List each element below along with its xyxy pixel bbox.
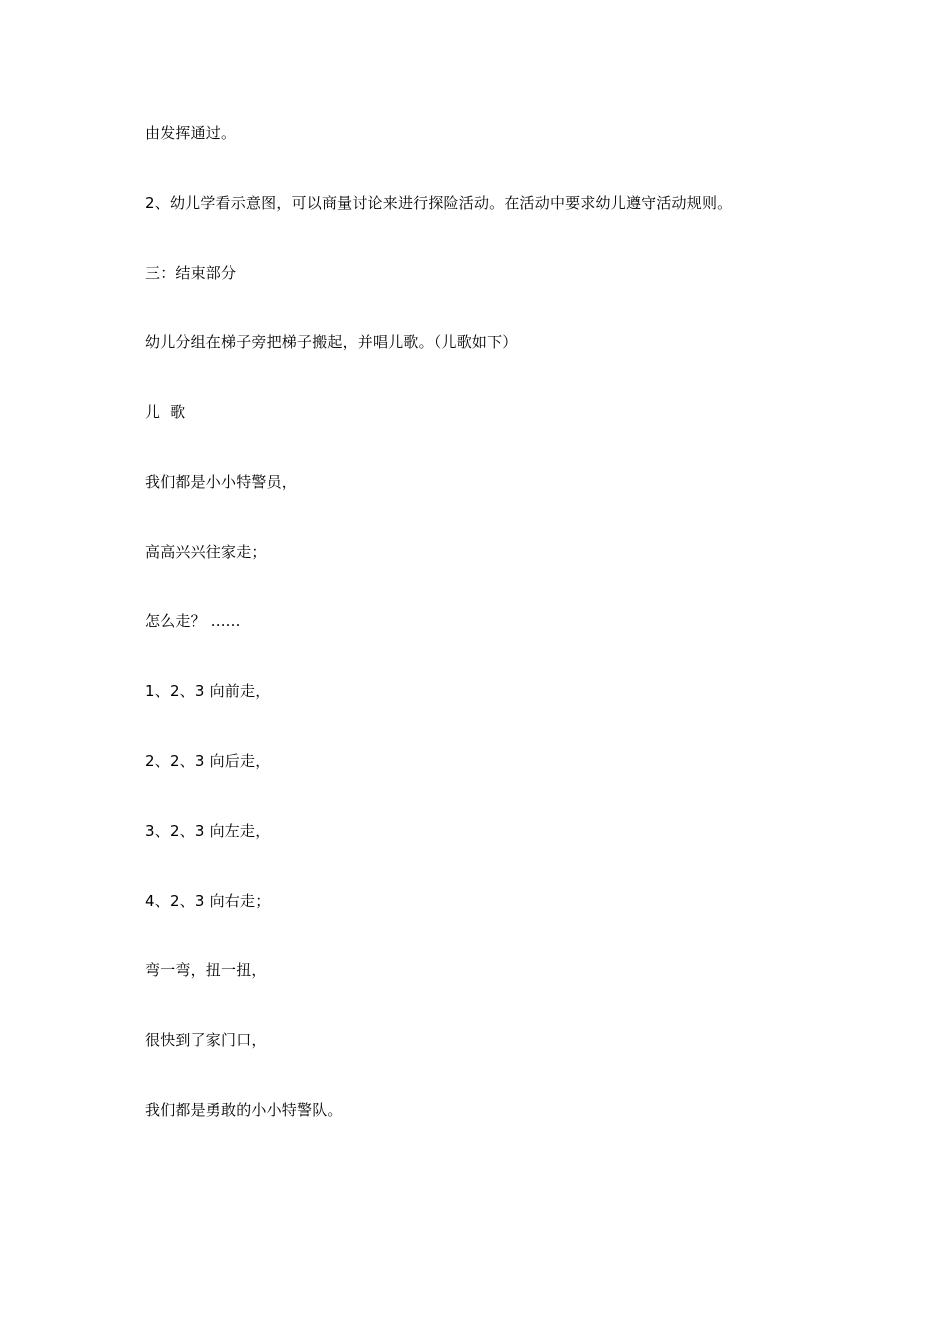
song-line-9: 很快到了家门口，: [145, 1031, 267, 1049]
paragraph-step-2: 2、幼儿学看示意图，可以商量讨论来进行探险活动。在活动中要求幼儿遵守活动规则。: [145, 194, 733, 212]
song-line-4: 1、2、3 向前走，: [145, 682, 271, 700]
song-line-8: 弯一弯，扭一扭，: [145, 961, 267, 979]
paragraph-continuation: 由发挥通过。: [145, 124, 237, 142]
song-line-2: 高高兴兴往家走；: [145, 543, 267, 561]
song-line-10: 我们都是勇敢的小小特警队。: [145, 1101, 343, 1119]
song-title: 儿 歌: [145, 403, 186, 421]
song-line-3: 怎么走？ ......: [145, 612, 241, 630]
section-heading-ending: 三：结束部分: [145, 264, 237, 282]
song-line-7: 4、2、3 向右走；: [145, 892, 271, 910]
paragraph-ending-activity: 幼儿分组在梯子旁把梯子搬起，并唱儿歌。（儿歌如下）: [145, 333, 518, 351]
song-line-6: 3、2、3 向左走，: [145, 822, 271, 840]
song-line-1: 我们都是小小特警员，: [145, 473, 298, 491]
song-line-5: 2、2、3 向后走，: [145, 752, 271, 770]
